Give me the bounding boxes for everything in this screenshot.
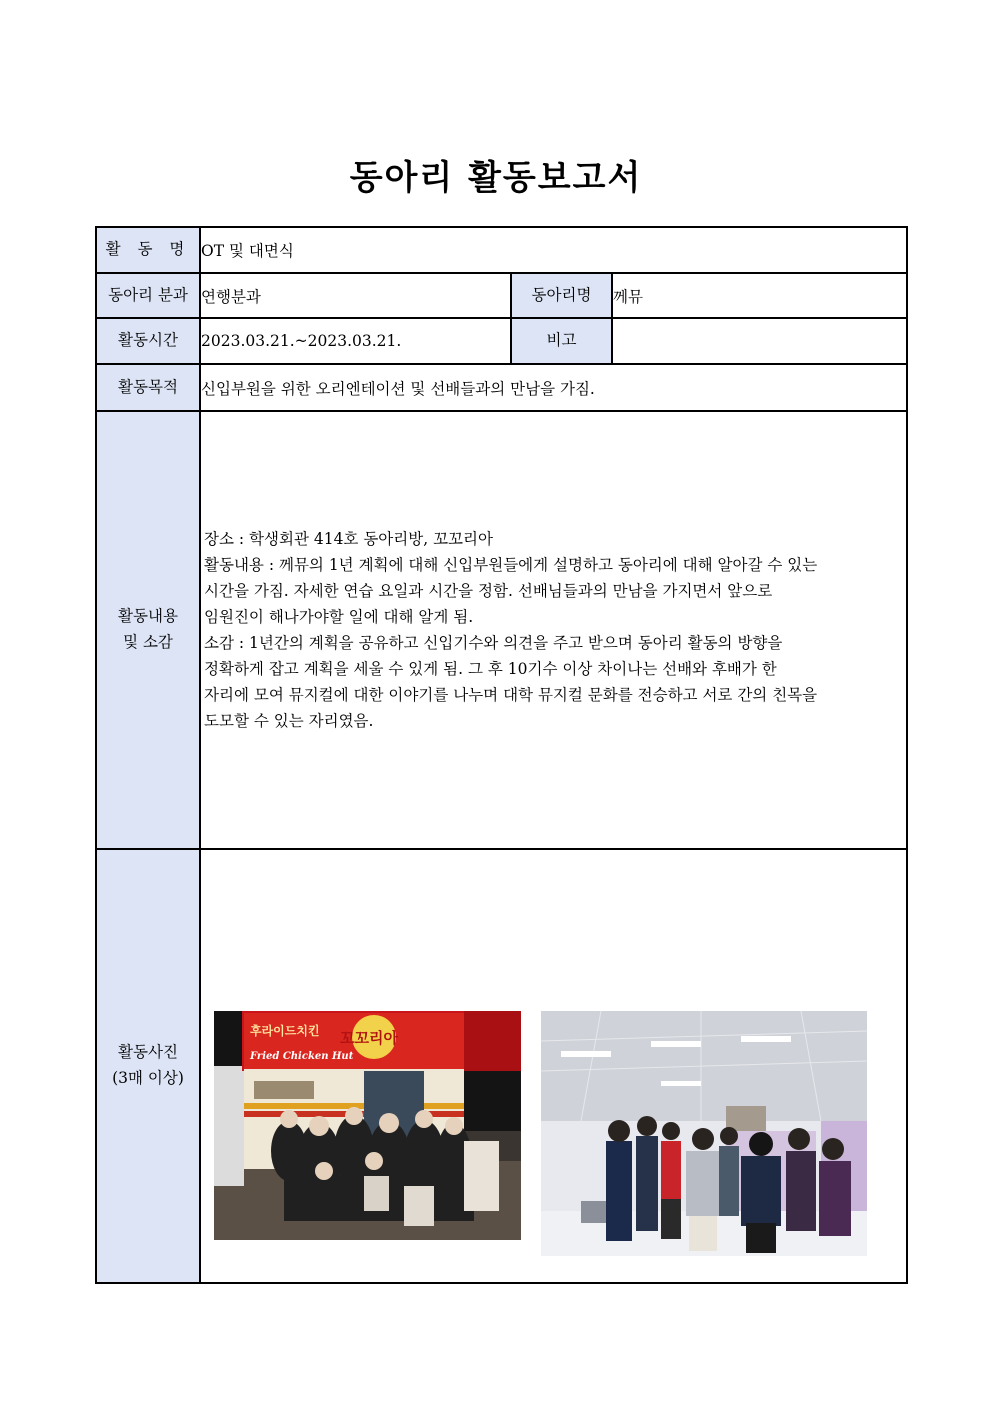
row-purpose <box>96 364 907 411</box>
content-line: 활동내용 : 께뮤의 1년 계획에 대해 신입부원들에게 설명하고 동아리에 대해 알아갈 수 있는 <box>204 556 818 574</box>
club-name-label: 동아리명 <box>511 273 612 318</box>
purpose-value: 신입부원을 위한 오리엔테이션 및 선배들과의 만남을 가짐. <box>200 364 907 411</box>
content-line: 임원진이 해나가야할 일에 대해 알게 됨. <box>204 608 474 626</box>
photos-label-line-2: (3매 이상) <box>112 1069 184 1087</box>
activity-name-label: 활 동 명 <box>96 227 200 273</box>
content-label-line-2: 및 소감 <box>123 633 173 651</box>
row-time <box>96 318 907 364</box>
content-label-line-1: 활동내용 <box>118 607 178 626</box>
photos-cell <box>200 849 907 1283</box>
row-content <box>96 411 907 849</box>
content-body <box>200 411 907 849</box>
photos-label <box>96 849 200 1283</box>
remarks-label: 비고 <box>511 318 612 364</box>
content-line: 장소 : 학생회관 414호 동아리방, 꼬꼬리아 <box>204 530 493 548</box>
sign-sub-text: Fried Chicken Hut <box>250 1051 354 1062</box>
report-table <box>95 226 908 1284</box>
content-line: 자리에 모여 뮤지컬에 대한 이야기를 나누며 대학 뮤지컬 문화를 전승하고 서로 간의 친목을 <box>204 686 818 704</box>
time-label: 활동시간 <box>96 318 200 364</box>
photos-label-line-1: 활동사진 <box>118 1043 178 1062</box>
content-line: 정확하게 잡고 계획을 세울 수 있게 됨. 그 후 10기수 이상 차이나는 선배와 후배가 한 <box>204 660 777 678</box>
content-line: 소감 : 1년간의 계획을 공유하고 신입기수와 의견을 주고 받으며 동아리 활동의 방향을 <box>204 634 783 652</box>
sign-main-text: 꼬꼬리아 <box>340 1029 398 1047</box>
division-value: 연행분과 <box>200 273 511 318</box>
content-line: 시간을 가짐. 자세한 연습 요일과 시간을 정함. 선배님들과의 만남을 가지면서 앞으로 <box>204 582 773 600</box>
club-name-value: 께뮤 <box>612 273 907 318</box>
activity-photo-clubroom <box>541 1011 867 1256</box>
sign-top-text: 후라이드치킨 <box>250 1024 320 1038</box>
row-division <box>96 273 907 318</box>
division-label: 동아리 분과 <box>96 273 200 318</box>
time-value: 2023.03.21.~2023.03.21. <box>200 318 511 364</box>
row-activity-name <box>96 227 907 273</box>
activity-name-value: OT 및 대면식 <box>200 227 907 273</box>
purpose-label: 활동목적 <box>96 364 200 411</box>
page-title: 동아리 활동보고서 <box>349 158 643 198</box>
content-label <box>96 411 200 849</box>
activity-photo-storefront <box>214 1011 521 1240</box>
content-line: 도모할 수 있는 자리였음. <box>204 712 374 730</box>
remarks-value <box>612 318 907 364</box>
row-photos <box>96 849 907 1283</box>
